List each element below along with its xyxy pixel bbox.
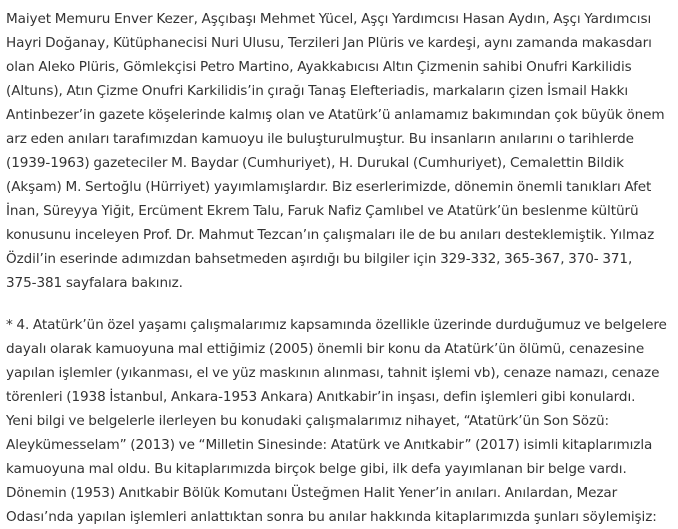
paragraph-anilar — [6, 7, 678, 295]
text-line: kamuoyuna mal oldu. Bu kitaplarımızda birçok belge gibi, ilk defa yayımlanan bir belge vardı. — [6, 461, 627, 477]
text-line: Özdil’in eserinde adımızdan bahsetmeden aşırdığı bu bilgiler için 329-332, 365-367, 370- 371, — [6, 251, 633, 267]
text-line: Odası’nda yapılan işlemleri anlattıktan sonra bu anılar hakkında kitaplarımızda şunları söylemişiz: — [6, 509, 657, 525]
text-line: Yeni bilgi ve belgelerle ilerleyen bu konudaki çalışmalarımız nihayet, “Atatürk’ün Son Sözü: — [6, 413, 610, 429]
text-line: törenleri (1938 İstanbul, Ankara-1953 Ankara) Anıtkabir’in inşası, defin işlemleri gibi konulardı. — [6, 389, 636, 405]
text-line: (Altuns), Atın Çizme Onufri Karkilidis’in çırağı Tanaş Elefteriadis, markaların çizen İsmail Hakkı — [6, 83, 629, 99]
text-line: arz eden anıları tarafımızdan kamuoyu ile buluşturulmuştur. Bu insanların anılarını o tarihlerde — [6, 131, 634, 147]
paragraph-item-4 — [6, 313, 678, 529]
text-line: (1939-1963) gazeteciler M. Baydar (Cumhuriyet), H. Durukal (Cumhuriyet), Cemalettin Bildik — [6, 155, 624, 171]
text-line: * 4. Atatürk’ün özel yaşamı çalışmalarımız kapsamında özellikle üzerinde durduğumuz ve belgelere — [6, 317, 667, 333]
text-line: İnan, Süreyya Yiğit, Ercüment Ekrem Talu, Faruk Nafiz Çamlıbel ve Atatürk’ün beslenme kültürü — [6, 203, 639, 219]
text-line: (Akşam) M. Sertoğlu (Hürriyet) yayımlamışlardır. Biz eserlerimizde, dönemin önemli tanıkları Afet — [6, 179, 652, 195]
text-line: Maiyet Memuru Enver Kezer, Aşçıbaşı Mehmet Yücel, Aşçı Yardımcısı Hasan Aydın, Aşçı Yardımcısı — [6, 11, 652, 27]
text-line: Antinbezer’in gazete köşelerinde kalmış olan ve Atatürk’ü anlamamız bakımından çok büyük önem — [6, 107, 665, 123]
text-line: yapılan işlemler (yıkanması, el ve yüz maskının alınması, tahnit işlemi vb), cenaze namazı, cenaze — [6, 365, 660, 381]
text-line: konusunu inceleyen Prof. Dr. Mahmut Tezcan’ın çalışmaları ile de bu anıları desteklemiştik. Yılmaz — [6, 227, 655, 243]
text-line: dayalı olarak kamuoyuna mal ettiğimiz (2005) önemli bir konu da Atatürk’ün ölümü, cenazesine — [6, 341, 645, 357]
text-line: Aleykümesselam” (2013) ve “Milletin Sinesinde: Atatürk ve Anıtkabir” (2017) isimli kitaplarımızla — [6, 437, 653, 453]
text-line: Dönemin (1953) Anıtkabir Bölük Komutanı Üsteğmen Halit Yener’in anıları. Anılardan, Mezar — [6, 485, 618, 501]
text-line: 375-381 sayfalara bakınız. — [6, 275, 183, 291]
text-line: Hayri Doğanay, Kütüphanecisi Nuri Ulusu, Terzileri Jan Plüris ve kardeşi, aynı zamanda makasdarı — [6, 35, 652, 51]
text-line: olan Aleko Plüris, Gömlekçisi Petro Martino, Ayakkabıcısı Altın Çizmenin sahibi Onufri Karkilidis — [6, 59, 632, 75]
